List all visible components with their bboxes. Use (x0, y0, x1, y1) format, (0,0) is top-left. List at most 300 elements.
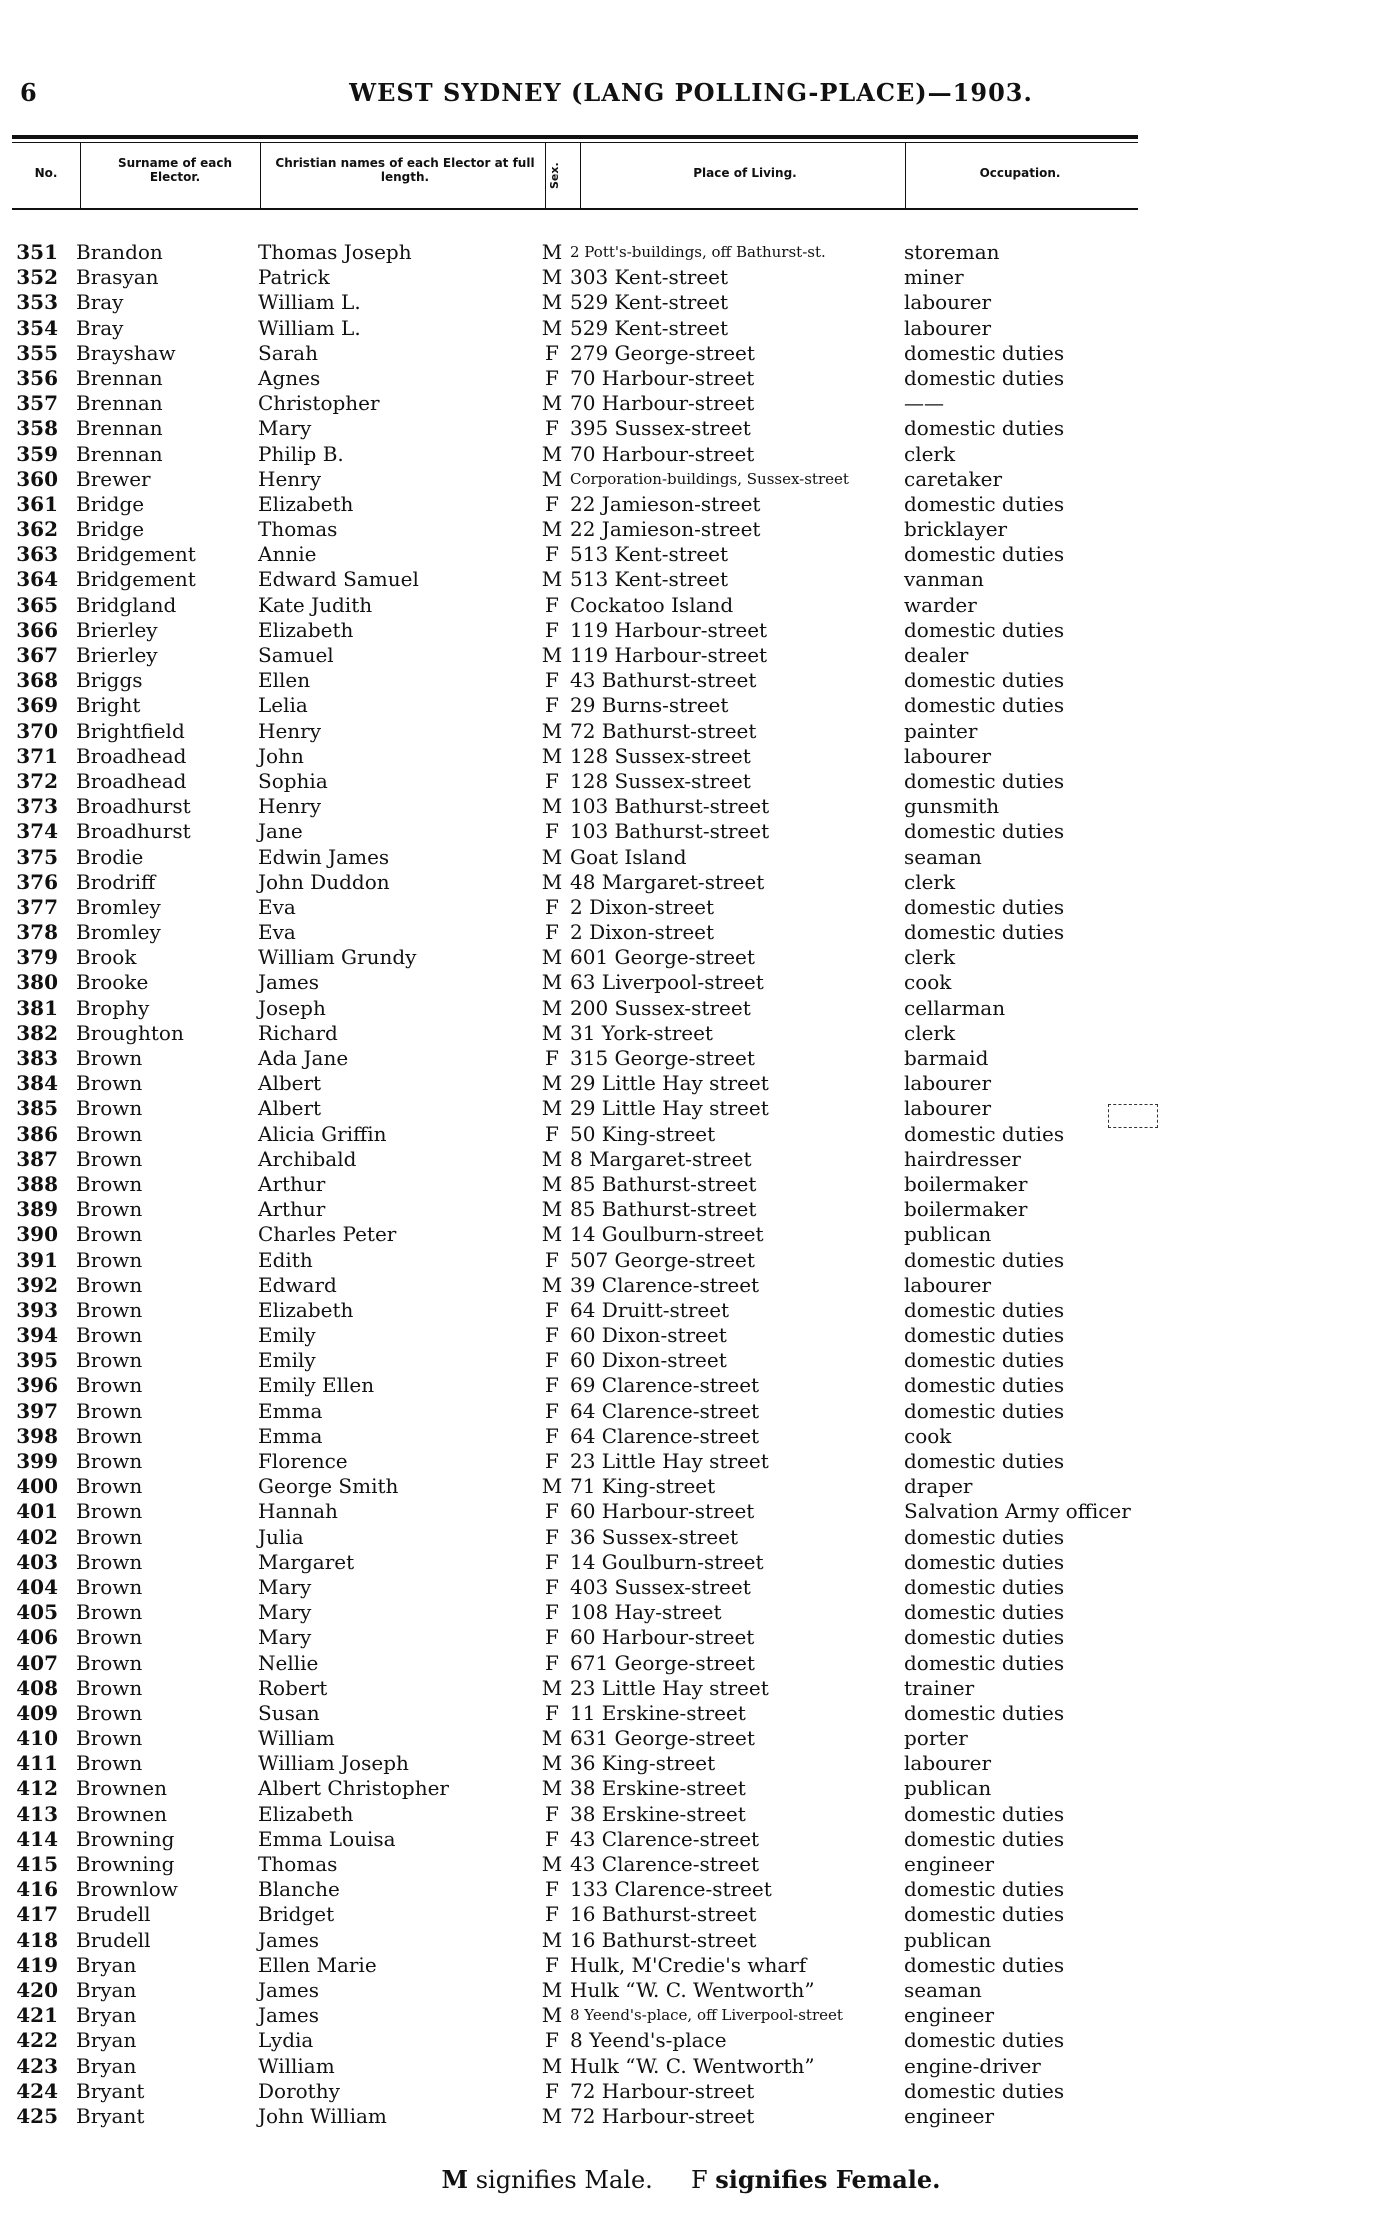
elector-christian-names: Albert (258, 1096, 322, 1121)
elector-place-of-living: 64 Clarence-street (570, 1398, 760, 1423)
elector-number: 401 (16, 1499, 58, 1524)
elector-place-of-living: 71 King-street (570, 1474, 716, 1499)
elector-occupation: domestic duties (904, 1700, 1065, 1725)
elector-surname: Brandon (76, 240, 163, 264)
elector-place-of-living: 128 Sussex-street (570, 768, 751, 793)
elector-occupation: trainer (904, 1675, 975, 1700)
elector-surname: Brown (76, 1197, 143, 1222)
table-row (0, 240, 1382, 265)
elector-place-of-living: 69 Clarence-street (570, 1373, 760, 1398)
elector-number: 367 (16, 643, 58, 667)
elector-occupation: labourer (904, 1751, 992, 1776)
table-row (0, 1273, 1382, 1298)
elector-christian-names: Mary (258, 416, 312, 441)
elector-surname: Brown (76, 1373, 143, 1398)
elector-number: 389 (16, 1197, 58, 1222)
elector-place-of-living: 29 Burns-street (570, 693, 729, 718)
elector-occupation: labourer (904, 1071, 992, 1096)
elector-sex: F (545, 416, 559, 441)
elector-occupation: clerk (904, 869, 956, 894)
elector-occupation: domestic duties (904, 1801, 1065, 1826)
column-header-no: No. (34, 166, 58, 180)
elector-sex: F (545, 1121, 559, 1146)
elector-number: 376 (16, 869, 58, 894)
elector-surname: Brown (76, 1096, 143, 1121)
elector-sex: F (545, 491, 559, 516)
elector-place-of-living: 16 Bathurst-street (570, 1902, 757, 1927)
elector-number: 352 (16, 265, 58, 290)
elector-occupation: —— (904, 391, 944, 416)
elector-surname: Brown (76, 1524, 143, 1549)
elector-occupation: clerk (904, 945, 956, 970)
elector-christian-names: Eva (258, 920, 296, 945)
elector-number: 354 (16, 315, 58, 340)
elector-sex: F (545, 894, 559, 919)
elector-surname: Brown (76, 1046, 143, 1070)
elector-place-of-living: 38 Erskine-street (570, 1801, 746, 1826)
elector-christian-names: Susan (258, 1700, 320, 1725)
elector-christian-names: Richard (258, 1020, 338, 1045)
elector-sex: F (545, 1700, 559, 1725)
elector-occupation: labourer (904, 290, 992, 315)
elector-number: 369 (16, 693, 58, 718)
table-row (0, 1701, 1382, 1726)
elector-sex: M (541, 1852, 563, 1876)
table-row (0, 1399, 1382, 1424)
elector-sex: M (541, 1146, 563, 1171)
table-row (0, 442, 1382, 467)
elector-number: 357 (16, 391, 58, 416)
table-row (0, 1474, 1382, 1499)
elector-sex: F (545, 1574, 559, 1599)
elector-occupation: domestic duties (904, 894, 1065, 919)
elector-occupation: clerk (904, 441, 956, 466)
elector-place-of-living: 14 Goulburn-street (570, 1549, 764, 1574)
elector-occupation: cellarman (904, 995, 1006, 1020)
elector-christian-names: Edith (258, 1247, 313, 1272)
elector-sex: F (545, 1877, 559, 1902)
table-row (0, 467, 1382, 492)
elector-surname: Brown (76, 1600, 143, 1625)
table-row (0, 996, 1382, 1021)
elector-christian-names: Arthur (258, 1197, 326, 1222)
elector-number: 363 (16, 542, 58, 567)
elector-sex: F (545, 1398, 559, 1423)
elector-place-of-living: 11 Erskine-street (570, 1700, 746, 1725)
elector-occupation: domestic duties (904, 542, 1065, 567)
elector-list (0, 240, 1382, 2129)
elector-surname: Bridge (76, 491, 145, 516)
elector-christian-names: John Duddon (258, 869, 390, 894)
elector-christian-names: Christopher (258, 391, 380, 416)
elector-christian-names: William L. (258, 315, 361, 340)
page-title: WEST SYDNEY (LANG POLLING-PLACE)—1903. (349, 78, 1033, 107)
elector-christian-names: Edwin James (258, 844, 390, 869)
elector-christian-names: William L. (258, 290, 361, 315)
elector-surname: Brophy (76, 995, 150, 1020)
elector-place-of-living: 103 Bathurst-street (570, 794, 770, 819)
elector-surname: Brown (76, 1171, 143, 1196)
elector-surname: Brayshaw (76, 340, 176, 365)
elector-surname: Brudell (76, 1927, 151, 1952)
elector-sex: F (545, 1549, 559, 1574)
elector-place-of-living: 128 Sussex-street (570, 743, 751, 768)
table-row (0, 517, 1382, 542)
elector-sex: M (541, 945, 563, 970)
elector-place-of-living: 2 Dixon-street (570, 894, 715, 919)
elector-occupation: domestic duties (904, 668, 1065, 693)
elector-place-of-living: 43 Clarence-street (570, 1826, 760, 1851)
table-row (0, 492, 1382, 517)
table-row (0, 870, 1382, 895)
elector-sex: M (541, 1222, 563, 1247)
elector-number: 395 (16, 1348, 58, 1373)
table-row (0, 1071, 1382, 1096)
elector-sex: M (541, 1751, 563, 1776)
elector-sex: F (545, 768, 559, 793)
elector-number: 388 (16, 1171, 58, 1196)
elector-christian-names: Bridget (258, 1902, 335, 1927)
elector-surname: Brodie (76, 844, 144, 869)
table-row (0, 1525, 1382, 1550)
elector-sex: M (541, 1474, 563, 1499)
elector-christian-names: Emma Louisa (258, 1826, 396, 1851)
elector-surname: Brown (76, 1499, 143, 1524)
table-row (0, 1978, 1382, 2003)
elector-occupation: domestic duties (904, 1877, 1065, 1902)
table-row (0, 1625, 1382, 1650)
elector-occupation: domestic duties (904, 1524, 1065, 1549)
elector-christian-names: Emily Ellen (258, 1373, 375, 1398)
elector-surname: Brown (76, 1423, 143, 1448)
table-row (0, 1424, 1382, 1449)
elector-sex: F (545, 693, 559, 718)
elector-occupation: gunsmith (904, 794, 1000, 819)
elector-surname: Broadhead (76, 743, 187, 768)
elector-surname: Brown (76, 1625, 143, 1650)
elector-christian-names: Thomas (258, 517, 338, 542)
elector-sex: F (545, 819, 559, 844)
elector-occupation: domestic duties (904, 1902, 1065, 1927)
elector-christian-names: Henry (258, 794, 322, 819)
table-row (0, 2054, 1382, 2079)
elector-occupation: domestic duties (904, 1650, 1065, 1675)
elector-christian-names: Henry (258, 718, 322, 743)
elector-place-of-living: 8 Margaret-street (570, 1146, 752, 1171)
elector-number: 375 (16, 844, 58, 869)
elector-surname: Bromley (76, 894, 161, 919)
elector-surname: Brierley (76, 617, 158, 642)
elector-place-of-living: 23 Little Hay street (570, 1675, 769, 1700)
column-divider (580, 142, 581, 208)
elector-occupation: cook (904, 970, 952, 995)
elector-surname: Bryan (76, 2028, 137, 2053)
elector-occupation: domestic duties (904, 693, 1065, 718)
table-row (0, 1802, 1382, 1827)
elector-surname: Brown (76, 1675, 143, 1700)
elector-occupation: domestic duties (904, 1323, 1065, 1348)
elector-sex: F (545, 1373, 559, 1398)
table-row (0, 1172, 1382, 1197)
elector-sex: M (541, 1776, 563, 1801)
elector-occupation: domestic duties (904, 1549, 1065, 1574)
table-row (0, 1550, 1382, 1575)
elector-surname: Brook (76, 945, 137, 970)
elector-place-of-living: 60 Dixon-street (570, 1323, 727, 1348)
elector-number: 359 (16, 441, 58, 466)
elector-number: 404 (16, 1574, 58, 1599)
elector-place-of-living: 279 George-street (570, 340, 755, 365)
elector-sex: M (541, 869, 563, 894)
elector-place-of-living: 671 George-street (570, 1650, 755, 1675)
elector-place-of-living: 8 Yeend's-place, off Liverpool-street (570, 2006, 843, 2025)
elector-christian-names: Emma (258, 1398, 323, 1423)
elector-sex: F (545, 1348, 559, 1373)
table-row (0, 719, 1382, 744)
elector-number: 378 (16, 920, 58, 945)
elector-number: 358 (16, 416, 58, 441)
elector-number: 364 (16, 567, 58, 592)
table-row (0, 1953, 1382, 1978)
table-row (0, 1046, 1382, 1071)
elector-surname: Brennan (76, 416, 163, 441)
elector-sex: F (545, 592, 559, 617)
elector-number: 406 (16, 1625, 58, 1650)
elector-surname: Brown (76, 1121, 143, 1146)
elector-sex: F (545, 340, 559, 365)
elector-sex: M (541, 1020, 563, 1045)
elector-sex: M (541, 567, 563, 592)
elector-surname: Briggs (76, 668, 143, 693)
elector-place-of-living: 72 Harbour-street (570, 2078, 755, 2103)
elector-sex: M (541, 743, 563, 768)
elector-surname: Brown (76, 1700, 143, 1725)
elector-sex: M (541, 970, 563, 995)
elector-number: 365 (16, 592, 58, 617)
elector-number: 361 (16, 491, 58, 516)
elector-number: 385 (16, 1096, 58, 1121)
elector-number: 419 (16, 1952, 58, 1977)
elector-place-of-living: 601 George-street (570, 945, 755, 970)
elector-occupation: labourer (904, 1096, 992, 1121)
elector-surname: Bray (76, 290, 124, 315)
table-row (0, 1323, 1382, 1348)
elector-place-of-living: 315 George-street (570, 1046, 755, 1070)
elector-christian-names: James (258, 970, 320, 995)
elector-occupation: domestic duties (904, 1625, 1065, 1650)
elector-sex: F (545, 668, 559, 693)
table-row (0, 416, 1382, 441)
table-row (0, 1348, 1382, 1373)
elector-occupation: publican (904, 1776, 992, 1801)
elector-number: 391 (16, 1247, 58, 1272)
elector-christian-names: Mary (258, 1574, 312, 1599)
elector-occupation: seaman (904, 844, 982, 869)
elector-christian-names: Ellen Marie (258, 1952, 377, 1977)
elector-occupation: porter (904, 1726, 968, 1751)
table-row (0, 643, 1382, 668)
elector-place-of-living: 63 Liverpool-street (570, 970, 764, 995)
elector-number: 353 (16, 290, 58, 315)
elector-christian-names: Henry (258, 466, 322, 491)
elector-place-of-living: Hulk “W. C. Wentworth” (570, 1977, 815, 2002)
elector-sex: M (541, 290, 563, 315)
footer-legend (0, 2165, 1382, 2194)
elector-christian-names: James (258, 2003, 320, 2028)
table-row (0, 2028, 1382, 2053)
elector-place-of-living: 60 Dixon-street (570, 1348, 727, 1373)
elector-place-of-living: 70 Harbour-street (570, 365, 755, 390)
elector-occupation: hairdresser (904, 1146, 1021, 1171)
elector-christian-names: Albert Christopher (258, 1776, 449, 1801)
elector-surname: Bryan (76, 2053, 137, 2078)
elector-place-of-living: 36 Sussex-street (570, 1524, 739, 1549)
table-row (0, 1248, 1382, 1273)
elector-occupation: seaman (904, 1977, 982, 2002)
elector-place-of-living: 2 Pott's-buildings, off Bathurst-st. (570, 243, 826, 261)
elector-sex: F (545, 2078, 559, 2103)
elector-number: 416 (16, 1877, 58, 1902)
elector-occupation: domestic duties (904, 1574, 1065, 1599)
elector-sex: M (541, 844, 563, 869)
header-bottom-rule (12, 208, 1138, 210)
elector-surname: Brierley (76, 643, 158, 667)
elector-surname: Brown (76, 1247, 143, 1272)
elector-number: 374 (16, 819, 58, 844)
elector-christian-names: Elizabeth (258, 1297, 354, 1322)
table-row (0, 1122, 1382, 1147)
column-header-christian-names: Christian names of each Elector at full length. (275, 156, 535, 184)
elector-surname: Brightfield (76, 718, 185, 743)
elector-place-of-living: 72 Bathurst-street (570, 718, 757, 743)
elector-place-of-living: 60 Harbour-street (570, 1499, 755, 1524)
elector-number: 400 (16, 1474, 58, 1499)
elector-number: 370 (16, 718, 58, 743)
table-row (0, 1928, 1382, 1953)
elector-number: 377 (16, 894, 58, 919)
table-row (0, 290, 1382, 315)
elector-christian-names: Elizabeth (258, 1801, 354, 1826)
header-rule (12, 135, 1138, 139)
elector-surname: Brown (76, 1726, 143, 1751)
elector-place-of-living: 22 Jamieson-street (570, 491, 761, 516)
elector-number: 368 (16, 668, 58, 693)
elector-surname: Brownen (76, 1801, 168, 1826)
table-row (0, 819, 1382, 844)
elector-place-of-living: 507 George-street (570, 1247, 755, 1272)
table-row (0, 744, 1382, 769)
elector-sex: M (541, 2103, 563, 2128)
elector-place-of-living: 31 York-street (570, 1020, 713, 1045)
elector-occupation: boilermaker (904, 1197, 1028, 1222)
elector-place-of-living: 60 Harbour-street (570, 1625, 755, 1650)
elector-occupation: draper (904, 1474, 973, 1499)
elector-sex: F (545, 1902, 559, 1927)
table-row (0, 845, 1382, 870)
elector-place-of-living: 103 Bathurst-street (570, 819, 770, 844)
table-row (0, 1222, 1382, 1247)
elector-surname: Brasyan (76, 265, 159, 290)
elector-occupation: engineer (904, 2003, 995, 2028)
elector-occupation: domestic duties (904, 1449, 1065, 1473)
elector-christian-names: Elizabeth (258, 491, 354, 516)
elector-number: 397 (16, 1398, 58, 1423)
elector-number: 410 (16, 1726, 58, 1751)
table-row (0, 920, 1382, 945)
elector-number: 408 (16, 1675, 58, 1700)
table-row (0, 945, 1382, 970)
elector-number: 393 (16, 1297, 58, 1322)
elector-christian-names: Annie (258, 542, 317, 567)
table-row (0, 1298, 1382, 1323)
elector-christian-names: Dorothy (258, 2078, 340, 2103)
elector-occupation: domestic duties (904, 1247, 1065, 1272)
elector-number: 418 (16, 1927, 58, 1952)
elector-surname: Brown (76, 1449, 143, 1473)
table-row (0, 366, 1382, 391)
elector-occupation: caretaker (904, 466, 1002, 491)
elector-christian-names: Elizabeth (258, 617, 354, 642)
elector-place-of-living: 2 Dixon-street (570, 920, 715, 945)
elector-sex: M (541, 995, 563, 1020)
elector-place-of-living: Corporation-buildings, Sussex-street (570, 469, 849, 488)
table-row (0, 1676, 1382, 1701)
column-divider (545, 142, 546, 208)
elector-sex: M (541, 718, 563, 743)
elector-place-of-living: 85 Bathurst-street (570, 1171, 757, 1196)
elector-christian-names: Emma (258, 1423, 323, 1448)
column-header-sex: Sex. (548, 162, 561, 190)
elector-sex: F (545, 1449, 559, 1473)
elector-number: 384 (16, 1071, 58, 1096)
elector-place-of-living: 513 Kent-street (570, 567, 729, 592)
elector-sex: M (541, 1171, 563, 1196)
elector-occupation: Salvation Army officer (904, 1499, 1131, 1524)
elector-number: 413 (16, 1801, 58, 1826)
elector-occupation: engineer (904, 2103, 995, 2128)
elector-sex: F (545, 1801, 559, 1826)
elector-occupation: publican (904, 1222, 992, 1247)
elector-occupation: clerk (904, 1020, 956, 1045)
elector-number: 366 (16, 617, 58, 642)
elector-christian-names: James (258, 1977, 320, 2002)
table-row (0, 391, 1382, 416)
elector-surname: Brown (76, 1146, 143, 1171)
elector-sex: M (541, 1927, 563, 1952)
table-row (0, 1449, 1382, 1474)
elector-christian-names: William (258, 2053, 335, 2078)
elector-christian-names: Albert (258, 1071, 322, 1096)
elector-surname: Bright (76, 693, 141, 718)
elector-occupation: miner (904, 265, 964, 290)
table-row (0, 1751, 1382, 1776)
elector-place-of-living: 72 Harbour-street (570, 2103, 755, 2128)
elector-number: 383 (16, 1046, 58, 1070)
elector-place-of-living: 529 Kent-street (570, 290, 729, 315)
elector-occupation: domestic duties (904, 819, 1065, 844)
elector-christian-names: George Smith (258, 1474, 399, 1499)
footer-m-text: signifies Male. (475, 2166, 653, 2194)
elector-place-of-living: 16 Bathurst-street (570, 1927, 757, 1952)
elector-surname: Brooke (76, 970, 149, 995)
elector-occupation: domestic duties (904, 365, 1065, 390)
elector-christian-names: Patrick (258, 265, 330, 290)
elector-surname: Broadhead (76, 768, 187, 793)
elector-christian-names: Emily (258, 1323, 316, 1348)
elector-surname: Broadhurst (76, 819, 191, 844)
elector-surname: Brown (76, 1071, 143, 1096)
elector-sex: F (545, 1297, 559, 1322)
